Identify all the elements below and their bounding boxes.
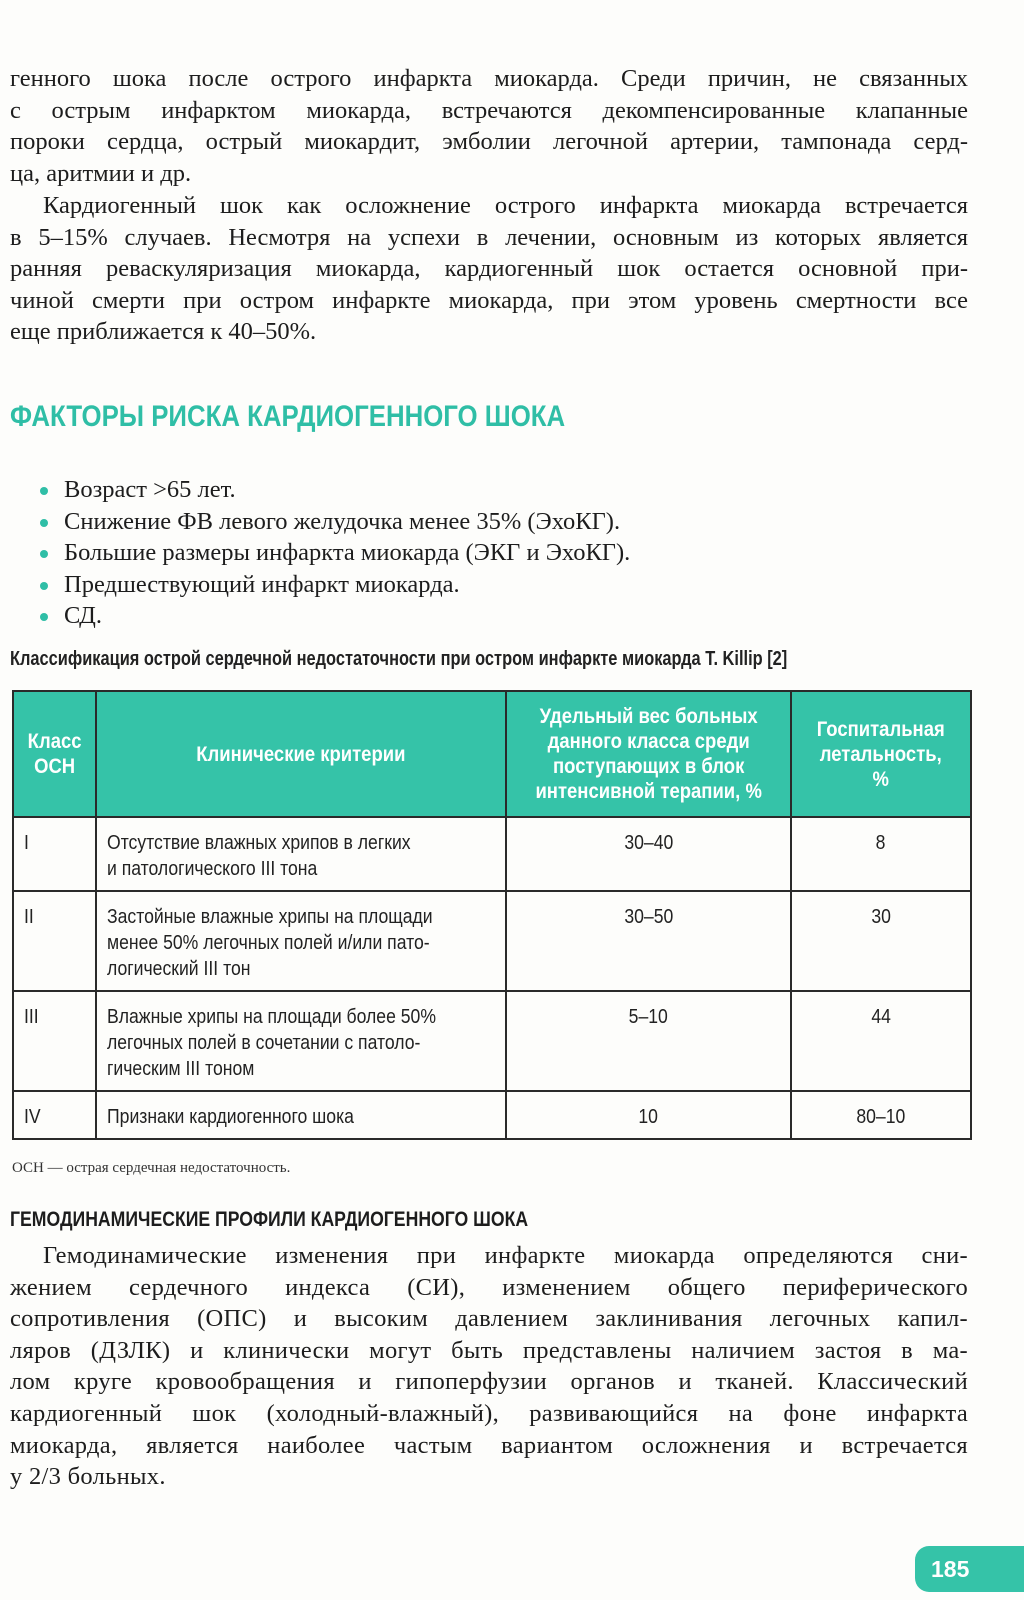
text-line: кардиогенный шок (холодный-влажный), развивающийся на фоне инфаркта <box>10 1399 968 1427</box>
list-item-text: СД. <box>64 602 102 630</box>
text-line: пороки сердца, острый миокардит, эмболии легочной артерии, тампонада серд- <box>10 128 968 156</box>
table-row <box>13 1091 971 1139</box>
text-line: генного шока после острого инфаркта миокарда. Среди причин, не связанных <box>10 65 968 92</box>
bullet-icon <box>40 519 48 527</box>
list-item <box>40 474 630 506</box>
list-item-text: Предшествующий инфаркт миокарда. <box>64 570 460 598</box>
bullet-icon <box>40 582 48 590</box>
header-criteria: Клинические критерии <box>96 691 507 817</box>
bullet-icon <box>40 613 48 621</box>
list-item <box>40 600 630 632</box>
intro-paragraph-2 <box>10 190 968 348</box>
text-line: миокарда, является наиболее частым вариантом осложнения и встречается <box>10 1431 968 1459</box>
list-item <box>40 506 630 538</box>
list-item-text: Возраст >65 лет. <box>64 476 236 503</box>
text-line: в 5–15% случаев. Несмотря на успехи в лечении, основным из которых является <box>10 223 968 251</box>
risk-factors-list <box>40 474 630 632</box>
table-footnote: ОСН — острая сердечная недостаточность. <box>12 1160 291 1176</box>
cell-criteria: Отсутствие влажных хрипов в легких и патологического III тона <box>96 817 507 891</box>
cell-class: III <box>13 991 96 1091</box>
bullet-icon <box>40 487 48 495</box>
cell-mortality: 44 <box>791 991 971 1091</box>
list-item <box>40 569 630 601</box>
risk-factors-heading: ФАКТОРЫ РИСКА КАРДИОГЕННОГО ШОКА <box>10 400 566 433</box>
intro-paragraph-1 <box>10 63 968 189</box>
cell-criteria: Признаки кардиогенного шока <box>96 1091 507 1139</box>
cell-criteria: Застойные влажные хрипы на площади менее 50% легочных полей и/или пато- логический III тон <box>96 891 507 991</box>
cell-share: 5–10 <box>506 991 790 1091</box>
text-line: ляров (ДЗЛК) и клинически могут быть представлены наличием застоя в ма- <box>10 1336 968 1364</box>
text-line: Кардиогенный шок как осложнение острого инфаркта миокарда встречается <box>43 192 968 219</box>
hemodynamic-heading: ГЕМОДИНАМИЧЕСКИЕ ПРОФИЛИ КАРДИОГЕННОГО ШОКА <box>10 1208 529 1231</box>
cell-criteria: Влажные хрипы на площади более 50% легочных полей в сочетании с патоло- гическим III тоном <box>96 991 507 1091</box>
text-line: жением сердечного индекса (СИ), изменением общего периферического <box>10 1273 968 1301</box>
cell-mortality: 8 <box>791 817 971 891</box>
header-mortality: Госпитальная летальность, % <box>791 691 971 817</box>
table-row <box>13 991 971 1091</box>
cell-share: 10 <box>506 1091 790 1139</box>
list-item-text: Большие размеры инфаркта миокарда (ЭКГ и ЭхоКГ). <box>64 539 631 567</box>
text-line: ца, аритмии и др. <box>10 159 192 187</box>
text-line: лом круге кровообращения и гипоперфузии органов и тканей. Классический <box>10 1368 968 1396</box>
table-caption: Классификация острой сердечной недостаточности при остром инфаркте миокарда T. Killip [2] <box>10 648 788 670</box>
cell-share: 30–40 <box>506 817 790 891</box>
table-row <box>13 891 971 991</box>
cell-mortality: 80–10 <box>791 1091 971 1139</box>
cell-mortality: 30 <box>791 891 971 991</box>
text-line: сопротивления (ОПС) и высоким давлением заклинивания легочных капил- <box>10 1305 968 1333</box>
killip-table <box>12 690 972 1140</box>
header-share: Удельный вес больных данного класса среди поступающих в блок интенсивной терапии, % <box>506 691 790 817</box>
header-class: Класс ОСН <box>13 691 96 817</box>
bullet-icon <box>40 550 48 558</box>
text-line: ранняя реваскуляризация миокарда, кардиогенный шок остается основной при- <box>10 255 968 283</box>
text-line: Гемодинамические изменения при инфаркте миокарда определяются сни- <box>43 1242 968 1269</box>
table-header-row <box>13 691 971 817</box>
list-item-text: Снижение ФВ левого желудочка менее 35% (ЭхоКГ). <box>64 507 621 535</box>
cell-class: I <box>13 817 96 891</box>
text-line: у 2/3 больных. <box>10 1463 166 1491</box>
table-row <box>13 817 971 891</box>
hemodynamic-paragraph <box>10 1240 968 1493</box>
list-item <box>40 537 630 569</box>
cell-class: II <box>13 891 96 991</box>
page-number-badge: 185 <box>915 1546 1024 1592</box>
cell-share: 30–50 <box>506 891 790 991</box>
text-line: чиной смерти при остром инфаркте миокарда, при этом уровень смертности все <box>10 286 968 314</box>
cell-class: IV <box>13 1091 96 1139</box>
text-line: еще приближается к 40–50%. <box>10 318 317 346</box>
text-line: с острым инфарктом миокарда, встречаются декомпенсированные клапанные <box>10 96 968 124</box>
